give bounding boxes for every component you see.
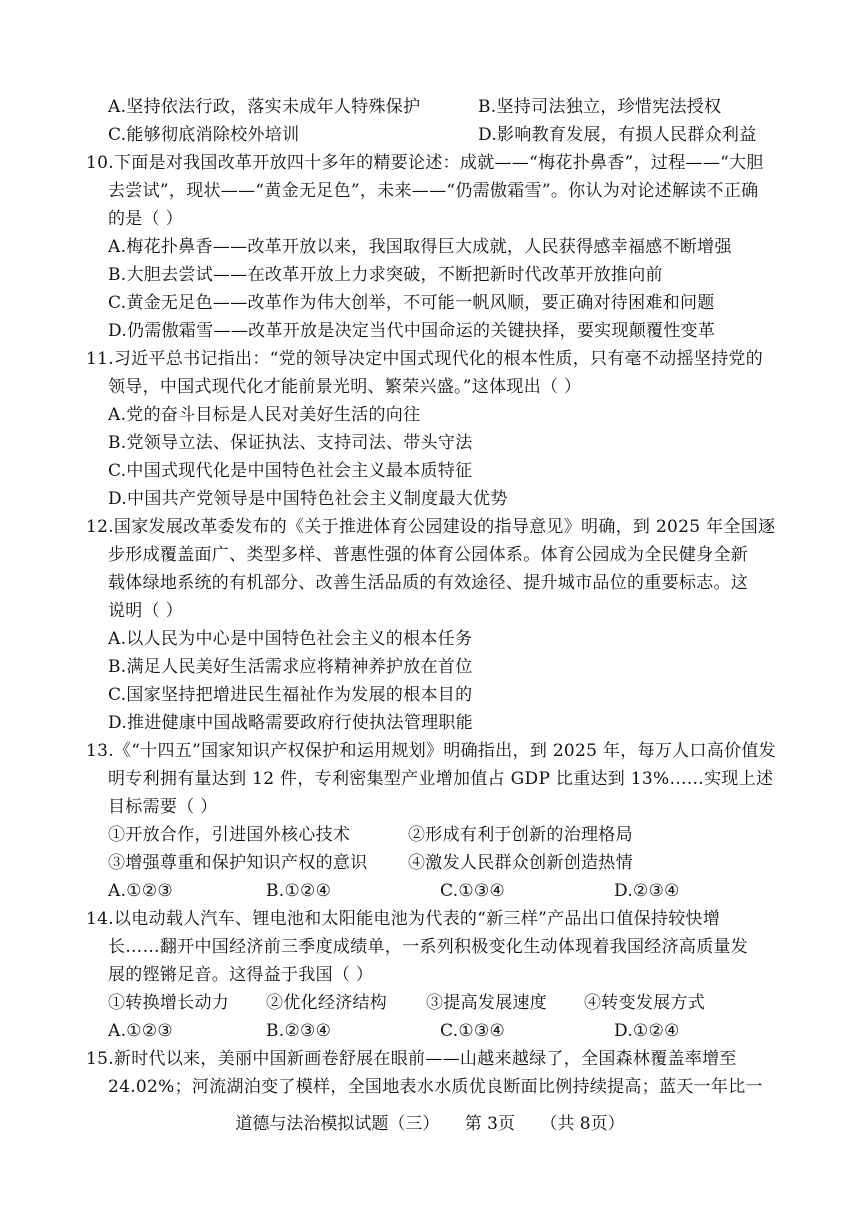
- footer-page-number: 第 3页: [464, 1114, 515, 1134]
- q14-choice-c: C.①③④: [440, 1021, 506, 1041]
- q10-stem-line-2: 去尝试”，现状——“黄金无足色”，未来——“仍需傲霜雪”。你认为对论述解读不正确: [108, 181, 759, 201]
- q15-stem-line-1: 15.新时代以来，美丽中国新画卷舒展在眼前——山越来越绿了，全国森林覆盖率增至: [86, 1049, 737, 1069]
- q11-stem-line-1: 11.习近平总书记指出：“党的领导决定中国式现代化的根本性质，只有毫不动摇坚持党的: [86, 349, 764, 369]
- q12-stem-line-3: 载体绿地系统的有机部分、改善生活品质的有效途径、提升城市品位的重要标志。这: [108, 573, 749, 593]
- q10-option-d: D.仍需傲霜雪——改革开放是决定当代中国命运的关键抉择，要实现颠覆性变革: [108, 321, 716, 341]
- q14-stem-line-2: 长……翻开中国经济前三季度成绩单，一系列积极变化生动体现着我国经济高质量发: [108, 937, 749, 957]
- q13-item-2: ②形成有利于创新的治理格局: [408, 825, 633, 845]
- q10-stem-line-3: 的是（ ）: [108, 209, 183, 229]
- q12-option-d: D.推进健康中国战略需要政府行使执法管理职能: [108, 713, 474, 733]
- q11-option-c: C.中国式现代化是中国特色社会主义最本质特征: [108, 461, 473, 481]
- q13-stem-line-3: 目标需要（ ）: [108, 797, 218, 817]
- q12-stem-line-4: 说明（ ）: [108, 601, 183, 621]
- q12-option-c: C.国家坚持把增进民生福祉作为发展的根本目的: [108, 685, 473, 705]
- q13-choice-b: B.①②④: [266, 881, 332, 901]
- q13-stem-line-2: 明专利拥有量达到 12 件，专利密集型产业增加值占 GDP 比重达到 13%……实现上述: [108, 769, 774, 789]
- q14-item-1: ①转换增长动力: [108, 993, 230, 1013]
- q11-stem-line-2: 领导，中国式现代化才能前景光明、繁荣兴盛。”这体现出（ ）: [108, 377, 582, 397]
- q14-item-4: ④转变发展方式: [584, 993, 706, 1013]
- q13-item-1: ①开放合作，引进国外核心技术: [108, 825, 351, 845]
- q12-option-a: A.以人民为中心是中国特色社会主义的根本任务: [108, 629, 473, 649]
- q9-option-b: B.坚持司法独立，珍惜宪法授权: [478, 97, 722, 117]
- q13-item-4: ④激发人民群众创新创造热情: [408, 853, 633, 873]
- q9-option-c: C.能够彻底消除校外培训: [108, 125, 300, 145]
- q13-stem-line-1: 13.《“十四五”国家知识产权保护和运用规划》明确指出，到 2025 年，每万人口高价值发: [86, 741, 776, 761]
- q14-item-3: ③提高发展速度: [426, 993, 548, 1013]
- q14-stem-line-1: 14.以电动载人汽车、锂电池和太阳能电池为代表的“新三样”产品出口值保持较快增: [86, 909, 721, 929]
- q11-option-d: D.中国共产党领导是中国特色社会主义制度最大优势: [108, 489, 508, 509]
- q13-item-3: ③增强尊重和保护知识产权的意识: [108, 853, 368, 873]
- q13-choice-a: A.①②③: [108, 881, 173, 901]
- q10-option-b: B.大胆去尝试——在改革开放上力求突破，不断把新时代改革开放推向前: [108, 265, 663, 285]
- q9-option-a: A.坚持依法行政，落实未成年人特殊保护: [108, 97, 421, 117]
- footer-total-pages: （共 8页）: [540, 1114, 625, 1134]
- q10-option-a: A.梅花扑鼻香——改革开放以来，我国取得巨大成就，人民获得感幸福感不断增强: [108, 237, 732, 257]
- q14-stem-line-3: 展的铿锵足音。这得益于我国（ ）: [108, 965, 374, 985]
- q13-choice-d: D.②③④: [614, 881, 680, 901]
- q14-item-2: ②优化经济结构: [266, 993, 388, 1013]
- q11-option-b: B.党领导立法、保证执法、支持司法、带头守法: [108, 433, 473, 453]
- q10-stem-line-1: 10.下面是对我国改革开放四十多年的精要论述：成就——“梅花扑鼻香”，过程——“大胆: [86, 153, 764, 173]
- footer-title: 道德与法治模拟试题（三）: [235, 1114, 440, 1134]
- q11-option-a: A.党的奋斗目标是人民对美好生活的向往: [108, 405, 421, 425]
- q9-option-d: D.影响教育发展，有损人民群众利益: [478, 125, 757, 145]
- q10-option-c: C.黄金无足色——改革作为伟大创举，不可能一帆风顺，要正确对待困难和问题: [108, 293, 715, 313]
- q14-choice-b: B.②③④: [266, 1021, 332, 1041]
- q14-choice-d: D.①②④: [614, 1021, 680, 1041]
- q12-option-b: B.满足人民美好生活需求应将精神养护放在首位: [108, 657, 473, 677]
- q15-stem-line-2: 24.02%；河流湖泊变了模样，全国地表水水质优良断面比例持续提高；蓝天一年比一: [108, 1077, 763, 1097]
- q12-stem-line-2: 步形成覆盖面广、类型多样、普惠性强的体育公园体系。体育公园成为全民健身全新: [108, 545, 749, 565]
- q14-choice-a: A.①②③: [108, 1021, 173, 1041]
- q12-stem-line-1: 12.国家发展改革委发布的《关于推进体育公园建设的指导意见》明确，到 2025 年全国逐: [86, 517, 776, 537]
- page-footer: [0, 1110, 860, 1138]
- q13-choice-c: C.①③④: [440, 881, 506, 901]
